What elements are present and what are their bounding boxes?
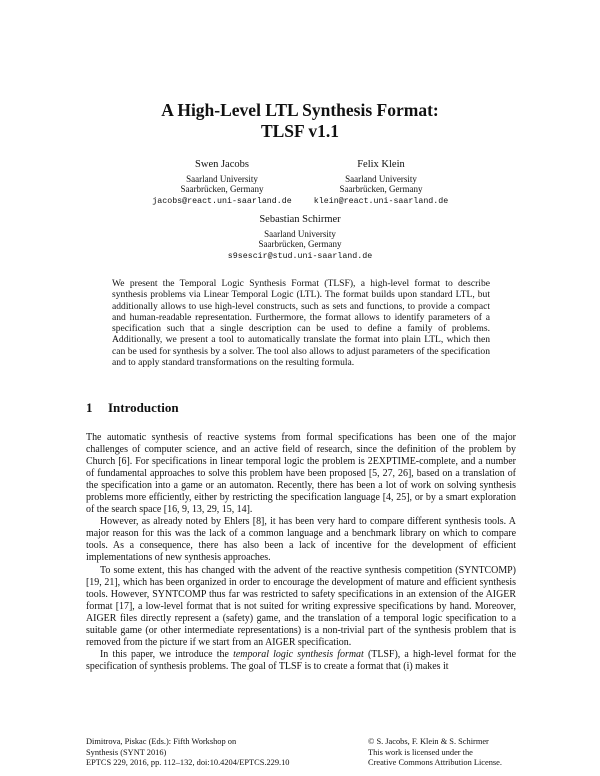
footer-license-info — [368, 737, 528, 769]
author-block — [137, 158, 307, 208]
body-paragraph: The automatic synthesis of reactive systems from formal specifications has been one of the major challenges of computer science, and an active field of research, since the definition of the problem by Church [6]. For specifications in linear temporal logic the problem is 2EXPTIME-complete, and a number of fundamental approaches to solve this problem have been proposed [5, 27, 26], based on a translation of the specification into a game or an automaton. Recently, there has been a lot of work on solving synthesis problems more efficiently, either by restricting the specification language [4, 25], or by a smart exploration of the search space [16, 9, 13, 29, 15, 14]. — [86, 432, 516, 516]
abstract-text: We present the Temporal Logic Synthesis Format (TLSF), a high-level format to describe synthesis problems via Linear Temporal Logic (LTL). The format builds upon standard LTL, but additionally allows to use high-level constructs, such as sets and functions, to provide a compact and human-readable representation. Furthermore, the format allows to identify parameters of a specification such that a single description can be used to define a family of problems. Additionally, we present a tool to automatically translate the format into plain LTL, which then can be used for synthesis by a solver. The tool also allows to adjust parameters of the specification and to apply standard transformations on the resulting formula. — [112, 278, 490, 369]
section-title: Introduction — [108, 400, 179, 415]
emphasized-term: temporal logic synthesis format — [233, 648, 364, 660]
paper-title-line-2: TLSF v1.1 — [260, 121, 340, 141]
body-paragraph: However, as already noted by Ehlers [8], it has been very hard to compare different synthesis tools. A major reason for this was the lack of a common language and a benchmark library on which to compare tools. As a consequence, there has also been a lack of incentive for the development of efficient implementations of new synthesis approaches. — [86, 516, 516, 564]
footer-line: This work is licensed under the — [368, 747, 473, 757]
body-paragraph — [86, 649, 516, 673]
author-affiliation: Saarland University — [264, 229, 336, 239]
author-location: Saarbrücken, Germany — [180, 184, 264, 195]
body-text — [86, 432, 516, 673]
author-block — [296, 158, 466, 208]
footer-line: Synthesis (SYNT 2016) — [86, 747, 167, 757]
footer-line: Creative Commons Attribution License. — [368, 758, 502, 767]
body-text-run: In this paper, we introduce the — [100, 648, 234, 660]
body-text-run: (TLSF), a high-level format for the specification of synthesis problems. The goal of TLSF is to create a format that (i) makes it — [86, 648, 517, 672]
footer-line: © S. Jacobs, F. Klein & S. Schirmer — [368, 737, 489, 746]
author-location: Saarbrücken, Germany — [258, 239, 342, 250]
body-paragraph: To some extent, this has changed with the advent of the reactive synthesis competition (SYNTCOMP) [19, 21], which has been organized in order to encourage the development of mature and efficient synthesis tools. However, SYNTCOMP thus far was restricted to safety specifications in an extension of the AIGER format [17], a low-level format that is not suited for writing expressive specifications by hand. Moreover, AIGER files directly represent a (safety) game, and the translation of a temporal logic specification to a suitable game (or other intermediate representations) is a non-trivial part of the synthesis problem that is removed from the picture if we start from an AIGER specification. — [86, 564, 516, 648]
author-email: s9sescir@stud.uni-saarland.de — [227, 252, 373, 262]
section-number: 1 — [86, 400, 93, 415]
paper-title-line-1: A High-Level LTL Synthesis Format: — [161, 100, 439, 120]
section-heading — [86, 400, 179, 416]
author-affiliation: Saarland University — [345, 174, 417, 184]
abstract — [112, 278, 490, 368]
author-email: klein@react.uni-saarland.de — [313, 197, 449, 207]
footer-line: EPTCS 229, 2016, pp. 112–132, doi:10.4204/EPTCS.229.10 — [86, 758, 290, 767]
author-affiliation: Saarland University — [186, 174, 258, 184]
author-block — [215, 213, 385, 263]
author-name: Swen Jacobs — [195, 159, 249, 170]
footer-line: Dimitrova, Piskac (Eds.): Fifth Workshop on — [86, 737, 237, 746]
footer-publication-info — [86, 737, 346, 769]
author-name: Sebastian Schirmer — [259, 214, 341, 225]
author-email: jacobs@react.uni-saarland.de — [152, 197, 292, 207]
author-location: Saarbrücken, Germany — [339, 184, 423, 195]
author-name: Felix Klein — [357, 159, 405, 170]
